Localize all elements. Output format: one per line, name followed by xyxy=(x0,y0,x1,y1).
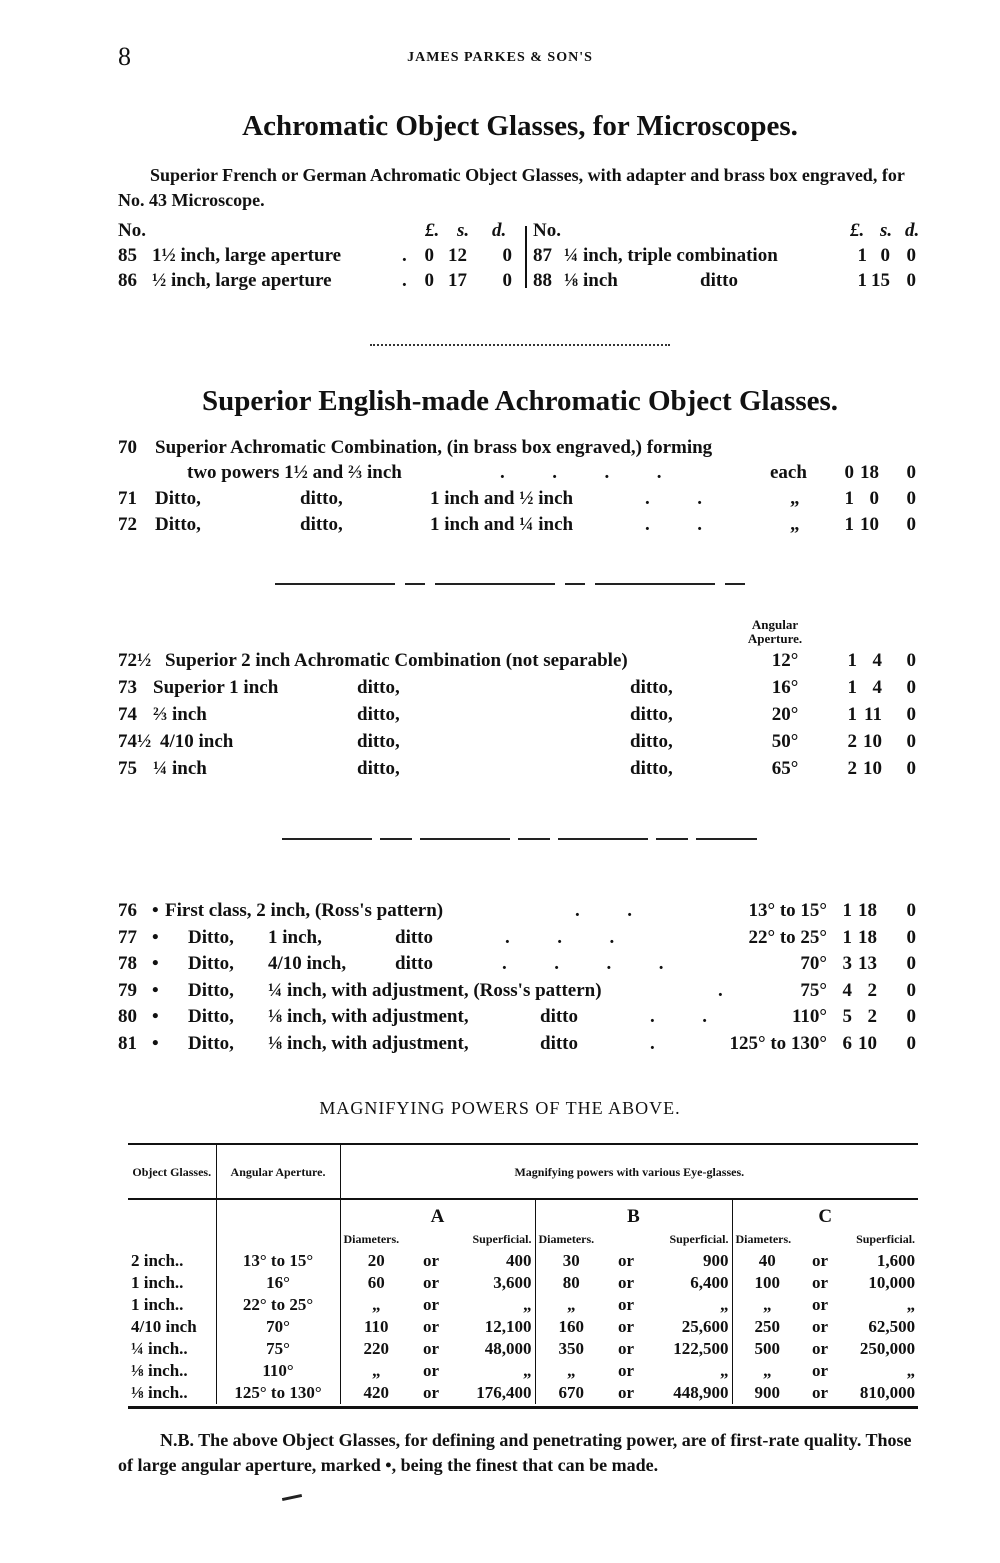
cell-superficial: „ xyxy=(906,1295,916,1314)
item-desc: Ditto, xyxy=(188,953,234,974)
item-desc: Ditto, xyxy=(188,979,234,1001)
cell-superficial: 448,900 xyxy=(673,1383,729,1402)
item-aperture: 125° to 130° xyxy=(729,1032,827,1054)
item-desc: Ditto, xyxy=(188,1006,234,1027)
item-unit: each xyxy=(770,462,807,483)
cell-superficial: 62,500 xyxy=(868,1317,916,1336)
leader-dots: . xyxy=(650,1032,655,1054)
item-ditto: ditto xyxy=(395,953,433,974)
price-pence: 0 xyxy=(906,245,916,266)
price-pence: 0 xyxy=(906,488,916,509)
col-pounds: £. xyxy=(425,220,440,241)
item-desc: ½ inch, large aperture xyxy=(152,270,332,291)
cell-object-glass: 1 inch.. xyxy=(131,1295,184,1314)
price-shillings: 18 xyxy=(860,462,879,483)
item-ditto: ditto xyxy=(540,1006,578,1027)
item-number: 73 xyxy=(118,677,137,698)
header-magnifying-powers: Magnifying powers with various Eye-glasses. xyxy=(340,1144,918,1199)
price-pence: 0 xyxy=(906,900,916,921)
price-shillings: 10 xyxy=(863,731,882,752)
cell-diameters: 100 xyxy=(732,1272,802,1294)
item-number: 75 xyxy=(118,758,137,779)
item-ditto: ditto xyxy=(395,926,433,948)
item-aperture: 16° xyxy=(771,677,799,698)
item-number: 78 xyxy=(118,953,137,974)
price-pounds: 4 xyxy=(842,979,852,1001)
item-aperture: 70° xyxy=(800,953,827,974)
cell-aperture: 75° xyxy=(216,1338,340,1360)
cell-or: or xyxy=(617,1295,635,1314)
price-shillings: 10 xyxy=(863,758,882,779)
cell-diameters: 60 xyxy=(340,1272,412,1294)
cell-diameters: 250 xyxy=(732,1316,802,1338)
list-item xyxy=(0,756,1000,782)
cell-or: or xyxy=(811,1251,829,1270)
list-item xyxy=(0,702,1000,728)
item-desc: 1½ inch, large aperture xyxy=(152,245,342,266)
cell-aperture: 16° xyxy=(216,1272,340,1294)
item-ditto: ditto xyxy=(700,270,738,291)
price-pounds: 3 xyxy=(842,953,852,974)
leader-dots: . . xyxy=(645,488,702,509)
cell-aperture: 110° xyxy=(216,1360,340,1382)
cell-superficial: „ xyxy=(523,1295,532,1314)
group-c: C xyxy=(732,1199,918,1228)
cell-object-glass: 1 inch.. xyxy=(131,1273,184,1292)
item-size: ⅛ inch, with adjustment, xyxy=(268,1032,469,1054)
item-desc: Superior Achromatic Combination, (in brass box engraved,) forming xyxy=(155,437,713,458)
col-pounds-right: £. xyxy=(850,220,865,241)
list-item xyxy=(0,243,1000,269)
cell-object-glass: 2 inch.. xyxy=(131,1251,184,1270)
item-aperture: 13° to 15° xyxy=(748,900,827,921)
cell-or: or xyxy=(811,1295,829,1314)
price-shillings: 13 xyxy=(858,953,877,974)
item-number: 74½ xyxy=(118,731,152,752)
cell-object-glass: ¼ inch.. xyxy=(131,1339,188,1358)
cell-diameters: 220 xyxy=(340,1338,412,1360)
cell-diameters: „ xyxy=(535,1294,607,1316)
table-row xyxy=(128,1360,918,1382)
aperture-header-line1: Angular xyxy=(751,617,799,632)
item-desc: Superior 2 inch Achromatic Combination (not separable) xyxy=(165,650,628,671)
price-pence: 0 xyxy=(906,270,916,291)
item-aperture: 20° xyxy=(771,704,799,725)
cell-diameters: 500 xyxy=(732,1338,802,1360)
item-number: 80 xyxy=(118,1006,137,1027)
list-item-continued xyxy=(0,460,1000,486)
cell-aperture: 125° to 130° xyxy=(216,1382,340,1404)
price-shillings: 0 xyxy=(880,245,890,266)
sub-diameters: Diameters. xyxy=(340,1228,450,1250)
item-ditto: ditto, xyxy=(357,704,400,725)
item-number: 87 xyxy=(533,245,552,266)
item-number: 77 xyxy=(118,926,137,948)
bullet-marker: • xyxy=(152,926,159,948)
col-pence: d. xyxy=(492,220,507,241)
cell-or: or xyxy=(422,1361,440,1380)
leader-dots: . . xyxy=(575,900,632,921)
cell-superficial: 12,100 xyxy=(484,1317,532,1336)
cell-aperture: 70° xyxy=(216,1316,340,1338)
cell-superficial: 3,600 xyxy=(493,1273,532,1292)
item-aperture: 12° xyxy=(771,650,799,671)
price-shillings: 12 xyxy=(448,245,467,266)
cell-superficial: 250,000 xyxy=(859,1339,916,1358)
item-desc: 4/10 inch xyxy=(160,731,234,752)
cell-diameters: 420 xyxy=(340,1382,412,1404)
cell-superficial: 122,500 xyxy=(673,1339,729,1358)
cell-superficial: 900 xyxy=(703,1251,729,1270)
price-pence: 0 xyxy=(906,979,916,1001)
section-title-object-glasses: Achromatic Object Glasses, for Microscopes. xyxy=(242,110,798,142)
item-ditto: ditto, xyxy=(300,488,343,509)
ink-mark xyxy=(282,1494,302,1501)
item-ditto-2: ditto, xyxy=(630,758,673,779)
price-pounds: 6 xyxy=(842,1032,852,1054)
cell-or: or xyxy=(617,1339,635,1358)
cell-or: or xyxy=(811,1339,829,1358)
list-item xyxy=(0,978,1000,1004)
leader-dots: . . . . xyxy=(502,953,664,974)
price-pounds: 1 xyxy=(847,650,857,671)
cell-diameters: 110 xyxy=(340,1316,412,1338)
item-desc: First class, 2 inch, (Ross's pattern) xyxy=(165,900,444,921)
table-row xyxy=(128,1250,918,1272)
dashed-divider-2 xyxy=(282,838,757,840)
cell-superficial: 48,000 xyxy=(484,1339,532,1358)
cell-object-glass: ⅛ inch.. xyxy=(131,1361,188,1380)
price-shillings: 2 xyxy=(867,979,877,1001)
cell-or: or xyxy=(422,1251,440,1270)
item-ditto-2: ditto, xyxy=(630,677,673,698)
price-pounds: 1 xyxy=(842,900,852,921)
cell-object-glass: 4/10 inch xyxy=(131,1317,197,1336)
cell-or: or xyxy=(811,1317,829,1336)
item-desc: Superior 1 inch xyxy=(153,677,279,698)
aperture-header xyxy=(735,618,815,646)
price-shillings: 10 xyxy=(860,514,879,535)
item-aperture: 22° to 25° xyxy=(748,926,827,948)
price-shillings: 2 xyxy=(867,1006,877,1027)
item-desc: Ditto, xyxy=(188,1032,234,1054)
cell-superficial: „ xyxy=(720,1361,729,1380)
list-item xyxy=(0,925,1000,951)
aperture-header-line2: Aperture. xyxy=(747,631,803,646)
item-ditto: ditto, xyxy=(357,731,400,752)
cell-diameters: 40 xyxy=(732,1250,802,1272)
item-aperture: 50° xyxy=(771,731,799,752)
item-aperture: 75° xyxy=(800,979,827,1001)
item-number: 86 xyxy=(118,270,137,291)
header-object-glasses: Object Glasses. xyxy=(132,1164,212,1179)
table-row xyxy=(128,1338,918,1360)
list-item xyxy=(0,1031,1000,1057)
list-item xyxy=(0,268,1000,294)
cell-or: or xyxy=(422,1317,440,1336)
cell-diameters: 350 xyxy=(535,1338,607,1360)
item-aperture: 65° xyxy=(771,758,799,779)
list-item xyxy=(0,486,1000,512)
leader-dots: . . xyxy=(650,1006,707,1027)
col-no: No. xyxy=(118,220,146,241)
sub-superficial: Superficial. xyxy=(472,1232,532,1246)
table-row xyxy=(128,1272,918,1294)
price-pounds: 1 xyxy=(847,677,857,698)
price-pence: 0 xyxy=(906,650,916,671)
price-pence: 0 xyxy=(906,1006,916,1027)
item-number: 72 xyxy=(118,514,137,535)
cell-diameters: 160 xyxy=(535,1316,607,1338)
item-size: ¼ inch, with adjustment, (Ross's pattern) xyxy=(268,979,602,1001)
cell-superficial: 25,600 xyxy=(681,1317,729,1336)
leader-dots: . . . . xyxy=(500,462,662,483)
leader-dot: . xyxy=(402,270,407,291)
price-pence: 0 xyxy=(906,704,916,725)
list-item xyxy=(0,1004,1000,1030)
leader-dots: . . xyxy=(645,514,702,535)
list-item xyxy=(0,675,1000,701)
price-pounds: 2 xyxy=(847,731,857,752)
item-number: 72½ xyxy=(118,650,152,671)
item-desc: Ditto, xyxy=(155,488,201,509)
leader-dots: . xyxy=(718,979,723,1001)
col-no-right: No. xyxy=(533,220,561,241)
bullet-marker: • xyxy=(152,953,159,974)
price-shillings: 11 xyxy=(864,704,882,725)
wavy-divider xyxy=(370,338,670,346)
sub-superficial: Superficial. xyxy=(856,1232,916,1246)
price-pence: 0 xyxy=(906,758,916,779)
list-item xyxy=(0,729,1000,755)
price-pounds: 1 xyxy=(847,704,857,725)
cell-superficial: 6,400 xyxy=(690,1273,729,1292)
item-aperture: 110° xyxy=(791,1006,827,1027)
price-pence: 0 xyxy=(906,1032,916,1054)
cell-diameters: „ xyxy=(340,1360,412,1382)
cell-superficial: 400 xyxy=(506,1251,532,1270)
cell-or: or xyxy=(617,1273,635,1292)
price-shillings: 0 xyxy=(869,488,879,509)
price-shillings: 10 xyxy=(858,1032,877,1054)
list-item xyxy=(0,648,1000,674)
price-pounds: 1 xyxy=(857,270,867,291)
price-shillings: 4 xyxy=(872,650,882,671)
page-number: 8 xyxy=(118,42,131,71)
item-number: 79 xyxy=(118,979,137,1001)
sub-diameters: Diameters. xyxy=(535,1228,645,1250)
item-desc: two powers 1½ and ⅔ inch xyxy=(187,462,402,483)
price-pounds: 1 xyxy=(844,488,854,509)
group-b: B xyxy=(535,1199,732,1228)
column-header-row xyxy=(0,218,1000,244)
cell-superficial: „ xyxy=(906,1361,916,1380)
header-angular-aperture: Angular Aperture. xyxy=(216,1144,340,1199)
cell-or: or xyxy=(811,1383,829,1402)
price-pence: 0 xyxy=(906,514,916,535)
cell-superficial: 176,400 xyxy=(476,1383,532,1402)
price-pounds: 0 xyxy=(424,270,434,291)
price-pence: 0 xyxy=(906,953,916,974)
item-ditto: ditto, xyxy=(300,514,343,535)
item-desc: Ditto, xyxy=(155,514,201,535)
item-ditto: ditto, xyxy=(357,677,400,698)
price-shillings: 4 xyxy=(872,677,882,698)
item-unit: „ xyxy=(790,488,800,509)
item-desc: ⅛ inch xyxy=(564,270,618,291)
item-number: 74 xyxy=(118,704,137,725)
price-shillings: 17 xyxy=(448,270,467,291)
item-ditto-2: ditto, xyxy=(630,704,673,725)
cell-or: or xyxy=(617,1383,635,1402)
price-pounds: 0 xyxy=(424,245,434,266)
cell-diameters: „ xyxy=(340,1294,412,1316)
cell-or: or xyxy=(422,1273,440,1292)
cell-superficial: „ xyxy=(720,1295,729,1314)
price-shillings: 18 xyxy=(858,926,877,948)
item-ditto-2: ditto, xyxy=(630,731,673,752)
bullet-marker: • xyxy=(152,979,159,1001)
price-pence: 0 xyxy=(906,926,916,948)
price-pence: 0 xyxy=(502,270,512,291)
table-bottom-rule xyxy=(128,1406,918,1409)
table-row xyxy=(128,1316,918,1338)
table-title: MAGNIFYING POWERS OF THE ABOVE. xyxy=(319,1098,681,1118)
cell-superficial: „ xyxy=(523,1361,532,1380)
list-item xyxy=(0,898,1000,924)
list-item xyxy=(0,435,1000,461)
item-ditto: ditto xyxy=(540,1032,578,1054)
item-number: 76 xyxy=(118,900,137,921)
item-desc: ¼ inch xyxy=(153,758,207,779)
item-number: 88 xyxy=(533,270,552,291)
col-shillings-right: s. xyxy=(880,220,893,241)
cell-diameters: „ xyxy=(732,1294,802,1316)
price-pounds: 2 xyxy=(847,758,857,779)
price-pounds: 1 xyxy=(842,926,852,948)
price-pounds: 0 xyxy=(844,462,854,483)
price-pence: 0 xyxy=(906,677,916,698)
column-divider xyxy=(525,226,527,288)
dashed-divider xyxy=(275,583,755,585)
item-size: 4/10 inch, xyxy=(268,953,347,974)
item-number: 81 xyxy=(118,1032,137,1054)
bullet-marker: • xyxy=(152,900,159,921)
cell-diameters: 30 xyxy=(535,1250,607,1272)
list-item xyxy=(0,951,1000,977)
item-size: ⅛ inch, with adjustment, xyxy=(268,1006,469,1027)
item-number: 70 xyxy=(118,437,137,458)
sub-diameters: Diameters. xyxy=(732,1228,838,1250)
section-title-english-glasses: Superior English-made Achromatic Object Glasses. xyxy=(201,385,839,417)
cell-diameters: „ xyxy=(535,1360,607,1382)
cell-diameters: 670 xyxy=(535,1382,607,1404)
section-intro: Superior French or German Achromatic Object Glasses, with adapter and brass box engraved, for No. 43 Microscope. xyxy=(118,165,905,210)
cell-superficial: 10,000 xyxy=(868,1273,916,1292)
cell-or: or xyxy=(617,1251,635,1270)
item-ditto: ditto, xyxy=(357,758,400,779)
table-row xyxy=(128,1382,918,1404)
cell-aperture: 22° to 25° xyxy=(216,1294,340,1316)
price-shillings: 15 xyxy=(871,270,890,291)
item-desc: ⅔ inch xyxy=(153,704,207,725)
cell-diameters: 900 xyxy=(732,1382,802,1404)
leader-dots: . . . xyxy=(505,926,615,948)
cell-or: or xyxy=(422,1295,440,1314)
footnote: N.B. The above Object Glasses, for defining and penetrating power, are of first-rate quality. Those of large angular aperture, marked •, being the finest that can be made. xyxy=(118,1430,912,1475)
col-pence-right: d. xyxy=(905,220,920,241)
item-unit: „ xyxy=(790,514,800,535)
cell-or: or xyxy=(617,1361,635,1380)
cell-superficial: 810,000 xyxy=(859,1383,916,1402)
col-shillings: s. xyxy=(457,220,470,241)
cell-diameters: 80 xyxy=(535,1272,607,1294)
cell-or: or xyxy=(811,1361,829,1380)
price-pence: 0 xyxy=(906,462,916,483)
item-size: 1 inch, xyxy=(268,926,322,948)
cell-or: or xyxy=(811,1273,829,1292)
price-pence: 0 xyxy=(502,245,512,266)
price-pounds: 1 xyxy=(844,514,854,535)
sub-superficial: Superficial. xyxy=(669,1232,729,1246)
leader-dot: . xyxy=(402,245,407,266)
price-pounds: 1 xyxy=(857,245,867,266)
price-shillings: 18 xyxy=(858,900,877,921)
item-number: 85 xyxy=(118,245,137,266)
price-pounds: 5 xyxy=(842,1006,852,1027)
list-item xyxy=(0,512,1000,538)
item-desc: Ditto, xyxy=(188,926,234,948)
cell-aperture: 13° to 15° xyxy=(216,1250,340,1272)
magnifying-powers-table xyxy=(128,1143,918,1404)
item-desc: ¼ inch, triple combination xyxy=(564,245,778,266)
running-title: JAMES PARKES & SON'S xyxy=(407,50,593,65)
bullet-marker: • xyxy=(152,1032,159,1054)
cell-or: or xyxy=(422,1339,440,1358)
cell-or: or xyxy=(422,1383,440,1402)
cell-diameters: „ xyxy=(732,1360,802,1382)
group-a: A xyxy=(340,1199,535,1228)
cell-or: or xyxy=(617,1317,635,1336)
price-pence: 0 xyxy=(906,731,916,752)
cell-object-glass: ⅛ inch.. xyxy=(131,1383,188,1402)
cell-diameters: 20 xyxy=(340,1250,412,1272)
table-row xyxy=(128,1294,918,1316)
bullet-marker: • xyxy=(152,1006,159,1027)
cell-superficial: 1,600 xyxy=(876,1251,916,1270)
item-number: 71 xyxy=(118,488,137,509)
item-size: 1 inch and ½ inch xyxy=(430,488,574,509)
item-size: 1 inch and ¼ inch xyxy=(430,514,574,535)
